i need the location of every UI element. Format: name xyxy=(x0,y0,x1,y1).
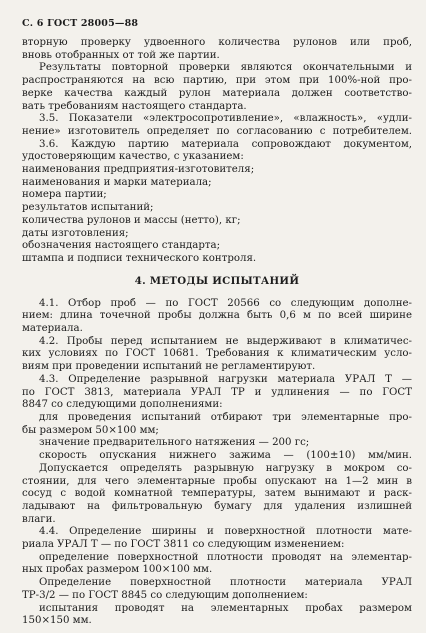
text-line: наименования предприятия-изготовителя; xyxy=(22,164,255,176)
text-line: по ГОСТ 3813, материала УРАЛ ТР и удлинения — по ГОСТ xyxy=(22,386,412,398)
text-line: материала. xyxy=(22,323,83,335)
text-line: ТР-3/2 — по ГОСТ 8845 со следующим дополнением: xyxy=(22,589,308,601)
text-line: Определение поверхностной плотности материала УРАЛ xyxy=(39,577,412,589)
text-line: ладывают на фильтровальную бумагу для удаления излишней xyxy=(22,500,412,512)
text-line: риала УРАЛ Т — по ГОСТ 3811 со следующим изменением: xyxy=(22,539,345,551)
text-line: количества рулонов и массы (нетто), кг; xyxy=(22,214,241,226)
text-line: 4.2. Пробы перед испытанием не выдерживают в климатичес- xyxy=(39,335,412,347)
text-line: результатов испытаний; xyxy=(22,202,154,214)
text-line: скорость опускания нижнего зажима — (100±10) мм/мин. xyxy=(39,450,412,462)
text-line: 8847 со следующими дополнениями: xyxy=(22,399,223,411)
text-line: испытания проводят на элементарных пробах размером xyxy=(39,602,412,614)
text-line: удостоверяющим качество, с указанием: xyxy=(22,151,244,163)
text-line: значение предварительного натяжения — 200 гс; xyxy=(39,437,310,449)
text-line: сосуд с водой комнатной температуры, затем вынимают и раск- xyxy=(22,488,412,500)
text-line: Результаты повторной проверки являются окончательными и xyxy=(39,62,412,74)
section-4-text xyxy=(22,298,412,628)
text-line: распространяются на всю партию, при этом при 100%-ной про- xyxy=(22,75,412,87)
text-line: штампа и подписи технического контроля. xyxy=(22,252,257,264)
text-line: ных пробах размером 100×100 мм. xyxy=(22,564,213,576)
text-line: 4.3. Определение разрывной нагрузки материала УРАЛ Т — xyxy=(39,373,412,385)
text-line: верке качества каждый рулон материала должен соответство- xyxy=(22,87,412,99)
text-line: вторную проверку удвоенного количества рулонов или проб, xyxy=(22,37,412,48)
text-line: для проведения испытаний отбирают три элементарные про- xyxy=(39,411,412,423)
section-3-text xyxy=(22,37,412,266)
text-line: даты изготовления; xyxy=(22,227,129,239)
text-line: 3.5. Показатели «электросопротивление», «влажность», «удли- xyxy=(39,113,412,125)
text-line: ких условиях по ГОСТ 10681. Требования к климатическим усло- xyxy=(22,348,412,360)
text-line: вать требованиям настоящего стандарта. xyxy=(22,100,247,112)
text-line: обозначения настоящего стандарта; xyxy=(22,240,221,252)
text-line: 4.1. Отбор проб — по ГОСТ 20566 со следующим дополне- xyxy=(39,297,412,309)
text-line: влаги. xyxy=(22,513,56,525)
page-header: С. 6 ГОСТ 28005—88 xyxy=(22,18,139,29)
text-line: 150×150 мм. xyxy=(22,615,92,627)
text-line: бы размером 50×100 мм; xyxy=(22,424,159,436)
text-line: 4.4. Определение ширины и поверхностной плотности мате- xyxy=(39,526,412,538)
text-line: номера партии; xyxy=(22,189,107,201)
text-line: наименования и марки материала; xyxy=(22,176,212,188)
section-title: 4. МЕТОДЫ ИСПЫТАНИЙ xyxy=(134,274,300,287)
text-line: вновь отобранных от той же партии. xyxy=(22,49,220,61)
text-line: нием: длина точечной пробы должна быть 0,6 м по всей ширине xyxy=(22,310,412,322)
text-line: определение поверхностной плотности проводят на элементар- xyxy=(39,551,412,563)
text-line: нение» изготовитель определяет по согласованию с потребителем. xyxy=(22,125,412,137)
text-line: 3.6. Каждую партию материала сопровождают документом, xyxy=(39,138,412,150)
text-line: стоянии, для чего элементарные пробы опускают на 1—2 мин в xyxy=(22,475,412,487)
text-line: виям при проведении испытаний не регламентируют. xyxy=(22,361,316,373)
text-line: Допускается определять разрывную нагрузку в мокром со- xyxy=(39,462,412,474)
